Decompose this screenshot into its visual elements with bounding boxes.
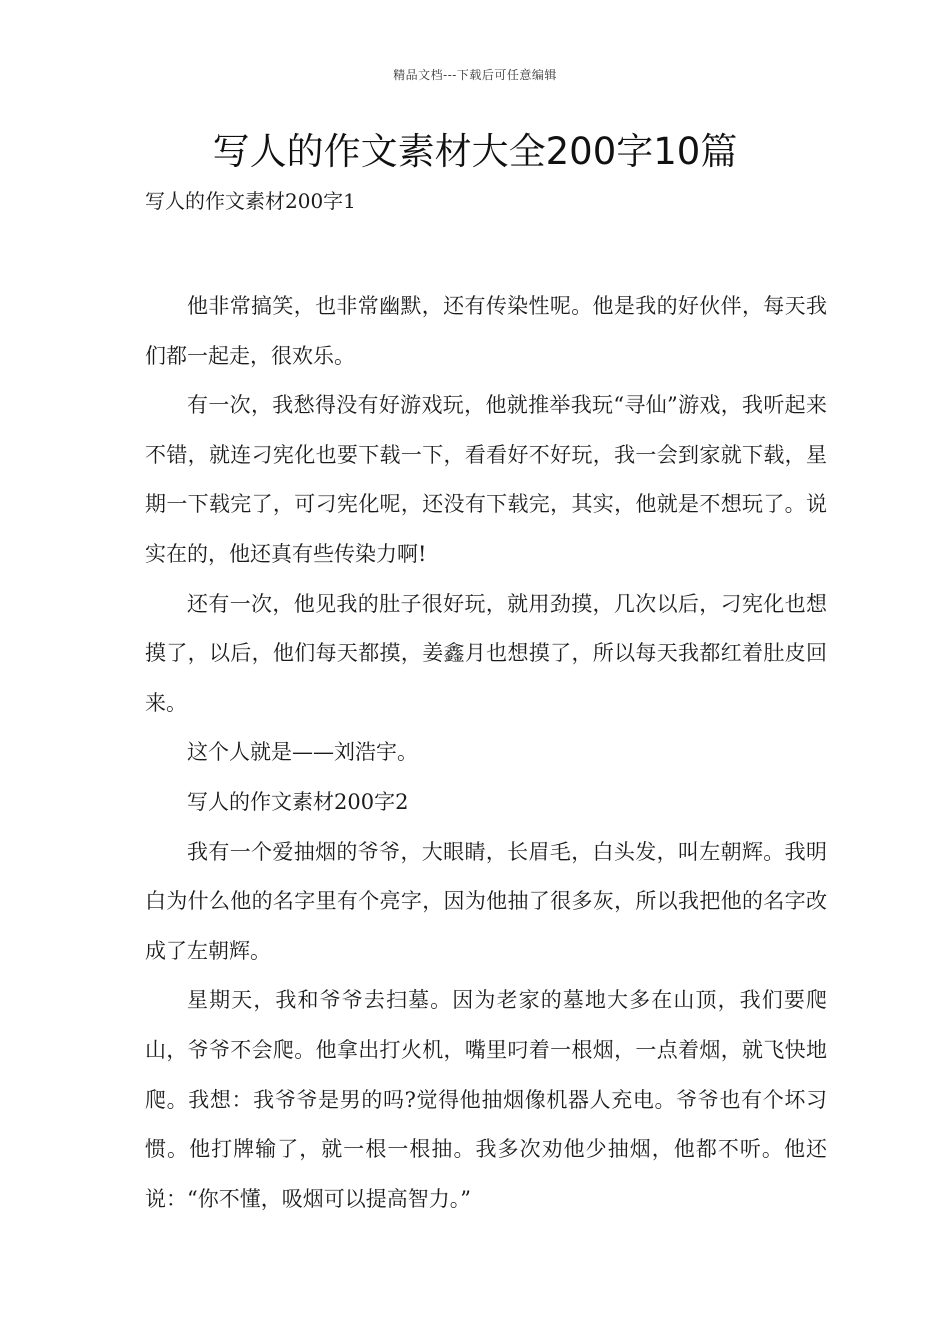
paragraph: 星期天，我和爷爷去扫墓。因为老家的墓地大多在山顶，我们要爬山，爷爷不会爬。他拿出打火机，嘴里叼着一根烟，一点着烟，就飞快地爬。我想：我爷爷是男的吗?觉得他抽烟像机器人充电。爷爷也有个坏习惯。他打牌输了，就一根一根抽。我多次劝他少抽烟，他都不听。他还说：“你不懂，吸烟可以提高智力。”	[145, 988, 827, 1211]
paragraph: 写人的作文素材200字2	[187, 789, 409, 814]
header-note: 精品文档---下载后可任意编辑	[393, 68, 557, 82]
paragraph: 他非常搞笑，也非常幽默，还有传染性呢。他是我的好伙伴，每天我们都一起走，很欢乐。	[145, 294, 827, 368]
paragraph: 这个人就是——刘浩宇。	[187, 740, 418, 765]
paragraph: 还有一次，他见我的肚子很好玩，就用劲摸，几次以后，刁宪化也想摸了，以后，他们每天都摸，姜鑫月也想摸了，所以每天我都红着肚皮回来。	[145, 591, 827, 715]
paragraph: 有一次，我愁得没有好游戏玩，他就推举我玩“寻仙”游戏，我听起来不错，就连刁宪化也要下载一下，看看好不好玩，我一会到家就下载，星期一下载完了，可刁宪化呢，还没有下载完，其实，他就是不想玩了。说实在的，他还真有些传染力啊!	[145, 393, 827, 566]
paragraph: 我有一个爱抽烟的爷爷，大眼睛，长眉毛，白头发，叫左朝辉。我明白为什么他的名字里有个亮字，因为他抽了很多灰，所以我把他的名字改成了左朝辉。	[145, 839, 827, 963]
document-title: 写人的作文素材大全200字10篇	[212, 130, 738, 173]
section-subtitle: 写人的作文素材200字1	[145, 189, 356, 213]
body-text	[145, 282, 827, 1224]
